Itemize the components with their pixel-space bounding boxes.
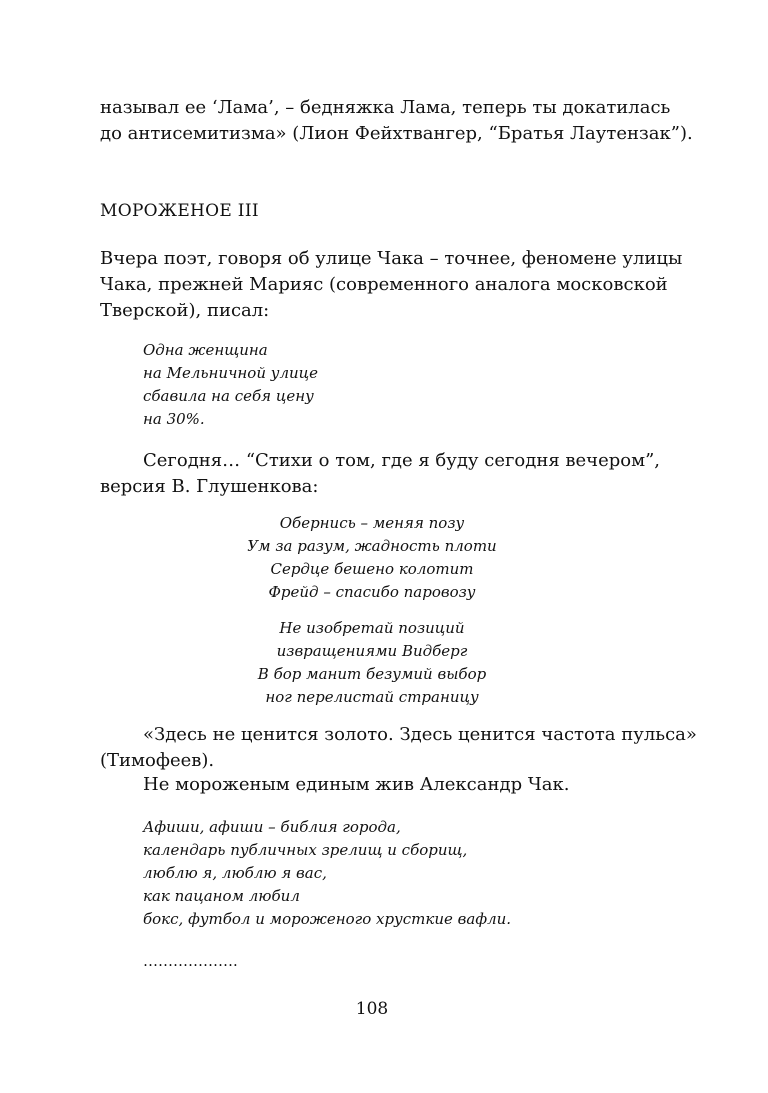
poem-3-line-3: люблю я, люблю я вас, bbox=[143, 864, 327, 882]
poem-2-stanza-1-line-4: Фрейд – спасибо паровозу bbox=[268, 583, 476, 601]
poem-1-line-1: Одна женщина bbox=[143, 341, 268, 359]
paragraph-3-line-2: (Тимофеев). bbox=[100, 750, 215, 771]
poem-2-stanza-1-line-2: Ум за разум, жадность плоти bbox=[247, 537, 497, 555]
poem-3-line-5: бокс, футбол и мороженого хрусткие вафли. bbox=[143, 910, 512, 928]
poem-2-stanza-2-line-3: В бор манит безумий выбор bbox=[257, 665, 487, 683]
omission-ellipsis: ………………. bbox=[143, 952, 238, 970]
poem-2-stanza-1-line-3: Сердце бешено колотит bbox=[270, 560, 474, 578]
paragraph-1-line-1: Вчера поэт, говоря об улице Чака – точнее, феномене улицы bbox=[100, 248, 683, 269]
paragraph-3-line-1: «Здесь не ценится золото. Здесь ценится частота пульса» bbox=[143, 724, 697, 745]
poem-2-stanza-2-line-2: извращениями Видберг bbox=[276, 642, 468, 660]
poem-2-stanza-2-line-4: ног перелистай страницу bbox=[265, 688, 479, 706]
intro-line-2: до антисемитизма» (Лион Фейхтвангер, “Братья Лаутензак”). bbox=[100, 123, 693, 144]
paragraph-1-line-3: Тверской), писал: bbox=[100, 300, 270, 321]
poem-2-stanza-2-line-1: Не изобретай позиций bbox=[279, 619, 465, 637]
paragraph-2-line-1: Сегодня… “Стихи о том, где я буду сегодня вечером”, bbox=[143, 450, 661, 471]
poem-2-stanza-1-line-1: Обернись – меняя позу bbox=[279, 514, 465, 532]
page-number: 108 bbox=[355, 999, 389, 1019]
intro-line-1: называл ее ‘Лама’, – бедняжка Лама, теперь ты докатилась bbox=[100, 97, 671, 118]
paragraph-2-line-2: версия В. Глушенкова: bbox=[100, 476, 319, 497]
poem-1-line-4: на 30%. bbox=[143, 410, 205, 428]
poem-1-line-3: сбавила на себя цену bbox=[143, 387, 314, 405]
poem-3-line-4: как пацаном любил bbox=[143, 887, 300, 905]
section-title: МОРОЖЕНОЕ III bbox=[100, 201, 259, 221]
poem-3-line-2: календарь публичных зрелищ и сборищ, bbox=[143, 841, 468, 859]
poem-1-line-2: на Мельничной улице bbox=[143, 364, 319, 382]
paragraph-4: Не мороженым единым жив Александр Чак. bbox=[143, 774, 570, 795]
paragraph-1-line-2: Чака, прежней Марияс (современного аналога московской bbox=[100, 274, 668, 295]
poem-3-line-1: Афиши, афиши – библия города, bbox=[143, 818, 401, 836]
book-page bbox=[100, 0, 697, 1093]
